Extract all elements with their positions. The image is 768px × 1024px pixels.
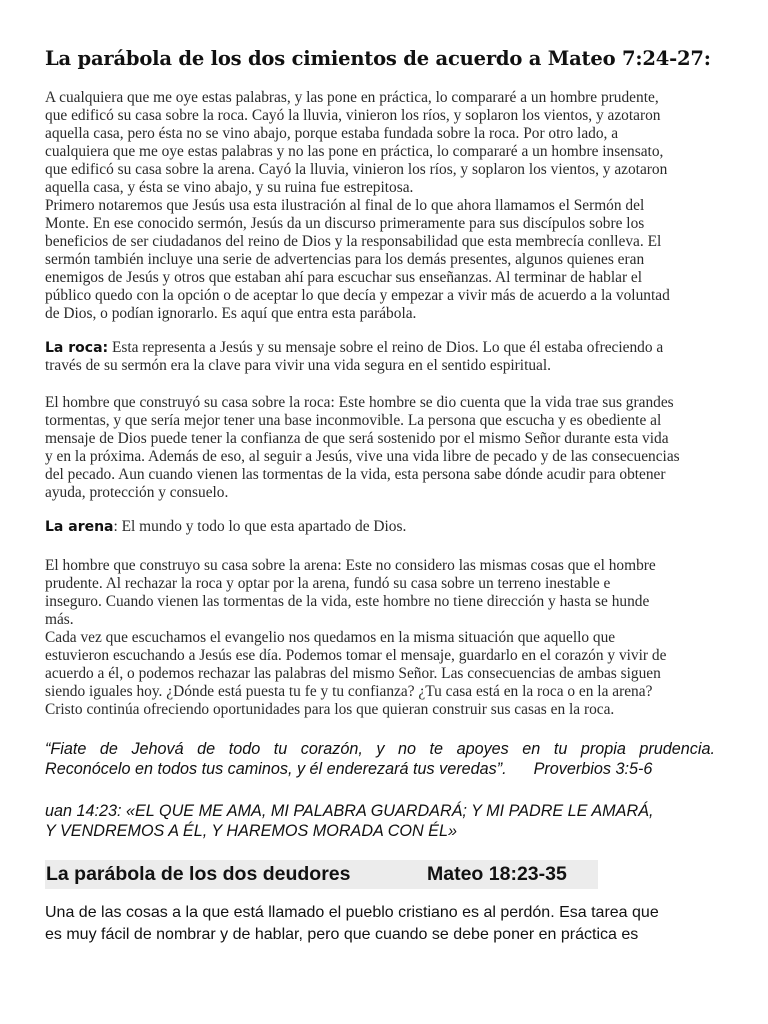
proverbs-quote — [45, 739, 715, 779]
text-line: Cristo continúa ofreciendo oportunidades para los que quieran construir sus casas en la roca. — [45, 701, 615, 718]
text-line: público quedo con la opción o de aceptar lo que decía y empezar a vivir más de acuerdo a la voluntad — [45, 287, 670, 304]
text-line: aquella casa, y ésta se vino abajo, y su ruina fue estrepitosa. — [45, 179, 414, 196]
arena-paragraph — [45, 557, 725, 719]
deudores-paragraph — [45, 902, 725, 946]
text-line: mensaje de Dios puede tener la confianza de que será sostenido por el mismo Señor durante esta vida — [45, 430, 669, 447]
text-line: cualquiera que me oye estas palabras y no las pone en práctica, lo compararé a un hombre insensato, — [45, 143, 664, 160]
text-line: Primero notaremos que Jesús usa esta ilustración al final de lo que ahora llamamos el Sermón del — [45, 197, 645, 214]
text-line: siendo iguales hoy. ¿Dónde está puesta tu fe y tu confianza? ¿Tu casa está en la roca o en la arena? — [45, 683, 653, 700]
roca-text: Esta representa a Jesús y su mensaje sobre el reino de Dios. Lo que él estaba ofreciendo a — [108, 339, 664, 356]
text-line: más. — [45, 611, 74, 628]
text-line: El hombre que construyó su casa sobre la roca: Este hombre se dio cuenta que la vida trae sus grandes — [45, 394, 674, 411]
section-heading-reference: Mateo 18:23-35 — [427, 863, 567, 885]
text-line: Cada vez que escuchamos el evangelio nos quedamos en la misma situación que aquello que — [45, 629, 616, 646]
text-line: enemigos de Jesús y otros que estaban ahí para escuchar sus enseñanzas. Al terminar de hablar el — [45, 269, 643, 286]
section-heading-title: La parábola de los dos deudores — [46, 863, 351, 885]
arena-definition — [45, 518, 725, 536]
text-line: través de su sermón era la clave para vivir una vida segura en el sentido espiritual. — [45, 357, 551, 374]
text-line: prudente. Al rechazar la roca y optar por la arena, fundó su casa sobre un terreno inestable e — [45, 575, 611, 592]
text-line: beneficios de ser ciudadanos del reino de Dios y la responsabilidad que esta membrecía conlleva. El — [45, 233, 662, 250]
arena-text: : El mundo y todo lo que esta apartado de Dios. — [113, 518, 407, 535]
arena-label: La arena — [45, 519, 114, 535]
text-line: y en la próxima. Además de eso, al seguir a Jesús, vive una vida libre de pecado y de las consecuencias — [45, 448, 680, 465]
text-line: Monte. En ese conocido sermón, Jesús da un discurso primeramente para sus discípulos sobre los — [45, 215, 645, 232]
text-line: A cualquiera que me oye estas palabras, y las pone en práctica, lo compararé a un hombre prudente, — [45, 89, 659, 106]
quote-line: Y VENDREMOS A ÉL, Y HAREMOS MORADA CON ÉL» — [45, 822, 457, 840]
text-line: de Dios, o podían ignorarlo. Es aquí que entra esta parábola. — [45, 305, 417, 322]
text-line — [45, 518, 725, 536]
text-line: estuvieron escuchando a Jesús ese día. Podemos tomar el mensaje, guardarlo en el corazón y vivir de — [45, 647, 667, 664]
document-title: La parábola de los dos cimientos de acuerdo a Mateo 7:24-27: — [45, 47, 711, 70]
section-heading — [45, 860, 598, 889]
quote-line: Reconócelo en todos tus caminos, y él enderezará tus veredas”. Proverbios 3:5-6 — [45, 760, 653, 778]
text-line: que edificó su casa sobre la roca. Cayó la lluvia, vinieron los ríos, y soplaron los vientos, y azotaron — [45, 107, 661, 124]
quote-line: “Fiate de Jehová de todo tu corazón, y no te apoyes en tu propia prudencia. — [45, 740, 715, 758]
text-line: acuerdo a él, o podemos rechazar las palabras del mismo Señor. Las consecuencias de ambas siguen — [45, 665, 661, 682]
text-line: inseguro. Cuando vienen las tormentas de la vida, este hombre no tiene dirección y hasta se hunde — [45, 593, 650, 610]
text-line: del pecado. Aun cuando vienen las tormentas de la vida, esta persona sabe dónde acudir para obtener — [45, 466, 666, 483]
text-line — [45, 339, 725, 357]
roca-paragraph — [45, 394, 725, 502]
text-line: ayuda, protección y consuelo. — [45, 484, 229, 501]
text-line: tormentas, y que sería mejor tener una base inconmovible. La persona que escucha y es obediente al — [45, 412, 662, 429]
text-line: es muy fácil de nombrar y de hablar, pero que cuando se debe poner en práctica es — [45, 926, 639, 943]
text-line: El hombre que construyo su casa sobre la arena: Este no considero las mismas cosas que el hombre — [45, 557, 656, 574]
text-line: Una de las cosas a la que está llamado el pueblo cristiano es al perdón. Esa tarea que — [45, 904, 659, 921]
intro-paragraph — [45, 89, 725, 323]
roca-definition — [45, 339, 725, 375]
quote-line: uan 14:23: «EL QUE ME AMA, MI PALABRA GUARDARÁ; Y MI PADRE LE AMARÁ, — [45, 802, 654, 820]
text-line: que edificó su casa sobre la arena. Cayó la lluvia, vinieron los ríos, y soplaron los vientos, y azotaron — [45, 161, 668, 178]
text-line: sermón también incluye una serie de advertencias para los demás presentes, algunos quienes eran — [45, 251, 645, 268]
roca-label: La roca: — [45, 340, 109, 356]
text-line: aquella casa, pero ésta no se vino abajo, porque estaba fundada sobre la roca. Por otro lado, a — [45, 125, 619, 142]
juan-quote — [45, 801, 725, 841]
